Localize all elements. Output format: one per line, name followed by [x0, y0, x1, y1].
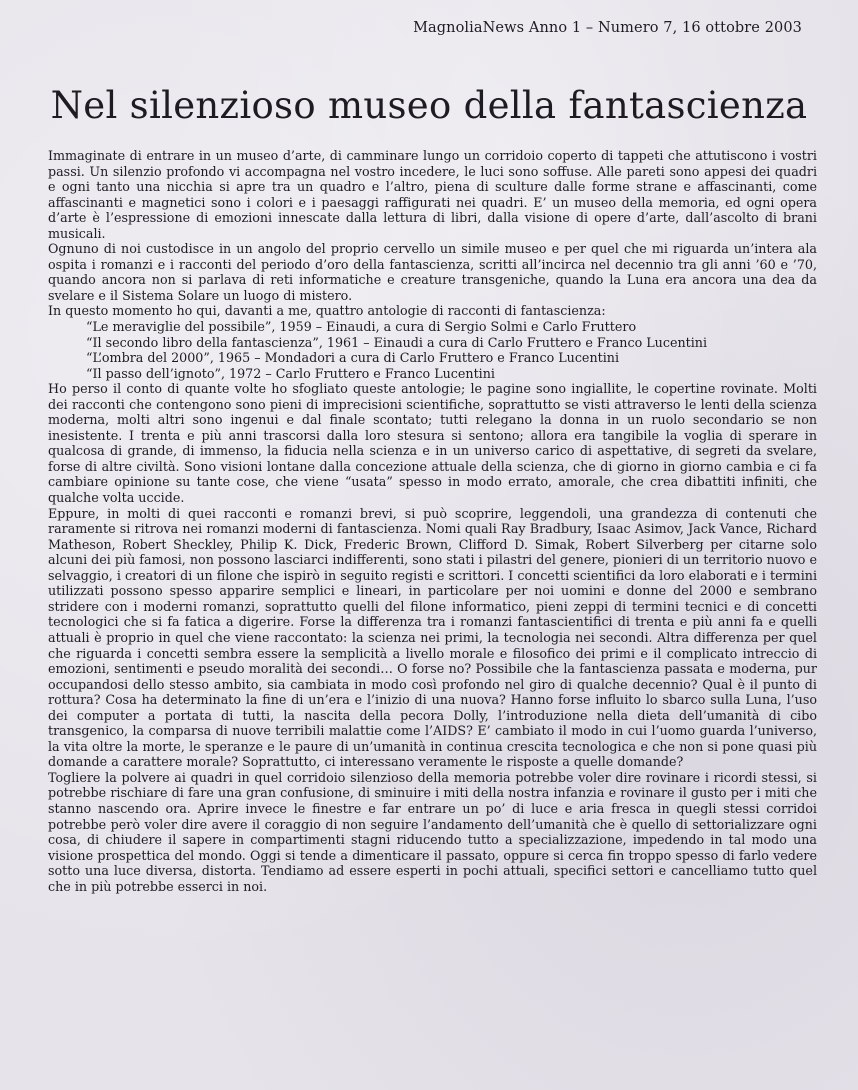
- paragraph: Ho perso il conto di quante volte ho sfogliato queste antologie; le pagine sono ingiallite, le copertine rovinate. Molti dei racconti che contengono sono pieni di imprecisioni scientifiche, soprattutto se visti attraverso le lenti della scienza moderna, molti altri sono ingenui e dal finale scontato; tutti relegano la donna in un ruolo secondario se non inesistente. I trenta e più anni trascorsi dalla loro stesura si sentono; allora era tangibile la voglia di sperare in qualcosa di grande, di immenso, la fiducia nella scienza e in un universo carico di aspettative, di segreti da svelare, forse di altre civiltà. Sono visioni lontane dalla concezione attuale della scienza, che di giorno in giorno cambia e ci fa cambiare opinione su tante cose, che viene “usata” spesso in modo errato, amorale, che crea dibattiti infiniti, che qualche volta uccide.: [48, 381, 817, 506]
- article-body: [48, 148, 817, 894]
- paragraph: Togliere la polvere ai quadri in quel corridoio silenzioso della memoria potrebbe voler dire rovinare i ricordi stessi, si potrebbe rischiare di fare una gran confusione, di sminuire i miti della nostra infanzia e rovinare il gusto per i miti che stanno nascendo ora. Aprire invece le finestre e far entrare un po’ di luce e aria fresca in quegli stessi corridoi potrebbe però voler dire avere il coraggio di non seguire l’andamento dell’umanità che è quello di settorializzare ogni cosa, di chiudere il sapere in compartimenti stagni riducendo tutto a specializzazione, impedendo in tal modo una visione prospettica del mondo. Oggi si tende a dimenticare il passato, oppure si cerca fin troppo spesso di farlo vedere sotto una luce diversa, distorta. Tendiamo ad essere esperti in pochi attuali, specifici settori e cancelliamo tutto quel che in più potrebbe esserci in noi.: [48, 769, 817, 894]
- article-title: Nel silenzioso museo della fantascienza: [50, 84, 808, 127]
- anthology-item: “Il secondo libro della fantascienza”, 1961 – Einaudi a cura di Carlo Fruttero e Franco Lucentini: [86, 334, 708, 350]
- paragraph: Ognuno di noi custodisce in un angolo del proprio cervello un simile museo e per quel che mi riguarda un’intera ala ospita i romanzi e i racconti del periodo d’oro della fantascienza, scritti all’incirca nel decennio tra gli anni ’60 e ’70, quando ancora non si parlava di reti informatiche e creature transgeniche, quando la Luna era ancora una dea da svelare e il Sistema Solare un luogo di mistero.: [48, 241, 817, 303]
- anthology-list: [48, 319, 817, 381]
- anthology-item: “Le meraviglie del possibile”, 1959 – Einaudi, a cura di Sergio Solmi e Carlo Fruttero: [86, 319, 637, 335]
- anthology-item: “L’ombra del 2000”, 1965 – Mondadori a cura di Carlo Fruttero e Franco Lucentini: [86, 350, 620, 366]
- paragraph: Eppure, in molti di quei racconti e romanzi brevi, si può scoprire, leggendoli, una grandezza di contenuti che raramente si ritrova nei romanzi moderni di fantascienza. Nomi quali Ray Bradbury, Isaac Asimov, Jack Vance, Richard Matheson, Robert Sheckley, Philip K. Dick, Frederic Brown, Clifford D. Simak, Robert Silverberg per citarne solo alcuni dei più famosi, non possono lasciarci indifferenti, sono stati i pilastri del genere, pionieri di un territorio nuovo e selvaggio, i creatori di un filone che ispirò in seguito registi e scrittori. I concetti scientifici da loro elaborati e i termini utilizzati possono spesso apparire semplici e lineari, in particolare per noi uomini e donne del 2000 e sembrano stridere con i moderni romanzi, soprattutto quelli del filone informatico, pieni zeppi di termini tecnici e di concetti tecnologici che si fa fatica a digerire. Forse la differenza tra i romanzi fantascientifici di trenta e più anni fa e quelli attuali è proprio in quel che viene raccontato: la scienza nei primi, la tecnologia nei secondi. Altra differenza per quel che riguarda i concetti sembra essere la semplicità a livello morale e filosofico dei primi e il complicato intreccio di emozioni, sentimenti e pseudo moralità dei secondi… O forse no? Possibile che la fantascienza passata e moderna, pur occupandosi dello stesso ambito, sia cambiata in modo così profondo nel giro di qualche decennio? Qual è il punto di rottura? Cosa ha determinato la fine di un’era e l’inizio di una nuova? Hanno forse influito lo sbarco sulla Luna, l’uso dei computer a portata di tutti, la nascita della pecora Dolly, l’introduzione nella dieta dell’umanità di cibo transgenico, la comparsa di nuove terribili malattie come l’AIDS? E’ cambiato il modo in cui l’uomo guarda l’universo, la vita oltre la morte, le speranze e le paure di un’umanità in continua crescita tecnologica e che non si pone quasi più domande a carattere morale? Soprattutto, ci interessano veramente le risposte a quelle domande?: [48, 505, 817, 770]
- paragraph: In questo momento ho qui, davanti a me, quattro antologie di racconti di fantascienza:: [48, 303, 606, 319]
- anthology-item: “Il passo dell’ignoto”, 1972 – Carlo Fruttero e Franco Lucentini: [86, 365, 495, 381]
- masthead: MagnoliaNews Anno 1 – Numero 7, 16 ottobre 2003: [413, 20, 802, 36]
- paragraph: Immaginate di entrare in un museo d’arte, di camminare lungo un corridoio coperto di tappeti che attutiscono i vostri passi. Un silenzio profondo vi accompagna nel vostro incedere, le luci sono soffuse. Alle pareti sono appesi dei quadri e ogni tanto una nicchia si apre tra un quadro e l’altro, piena di sculture dalle forme strane e affascinanti, come affascinanti e magnetici sono i colori e i paesaggi raffigurati nei quadri. E’ un museo della memoria, ed ogni opera d’arte è l’espressione di emozioni innescate dalla lettura di libri, dalla visione di opere d’arte, dall’ascolto di brani musicali.: [48, 148, 817, 241]
